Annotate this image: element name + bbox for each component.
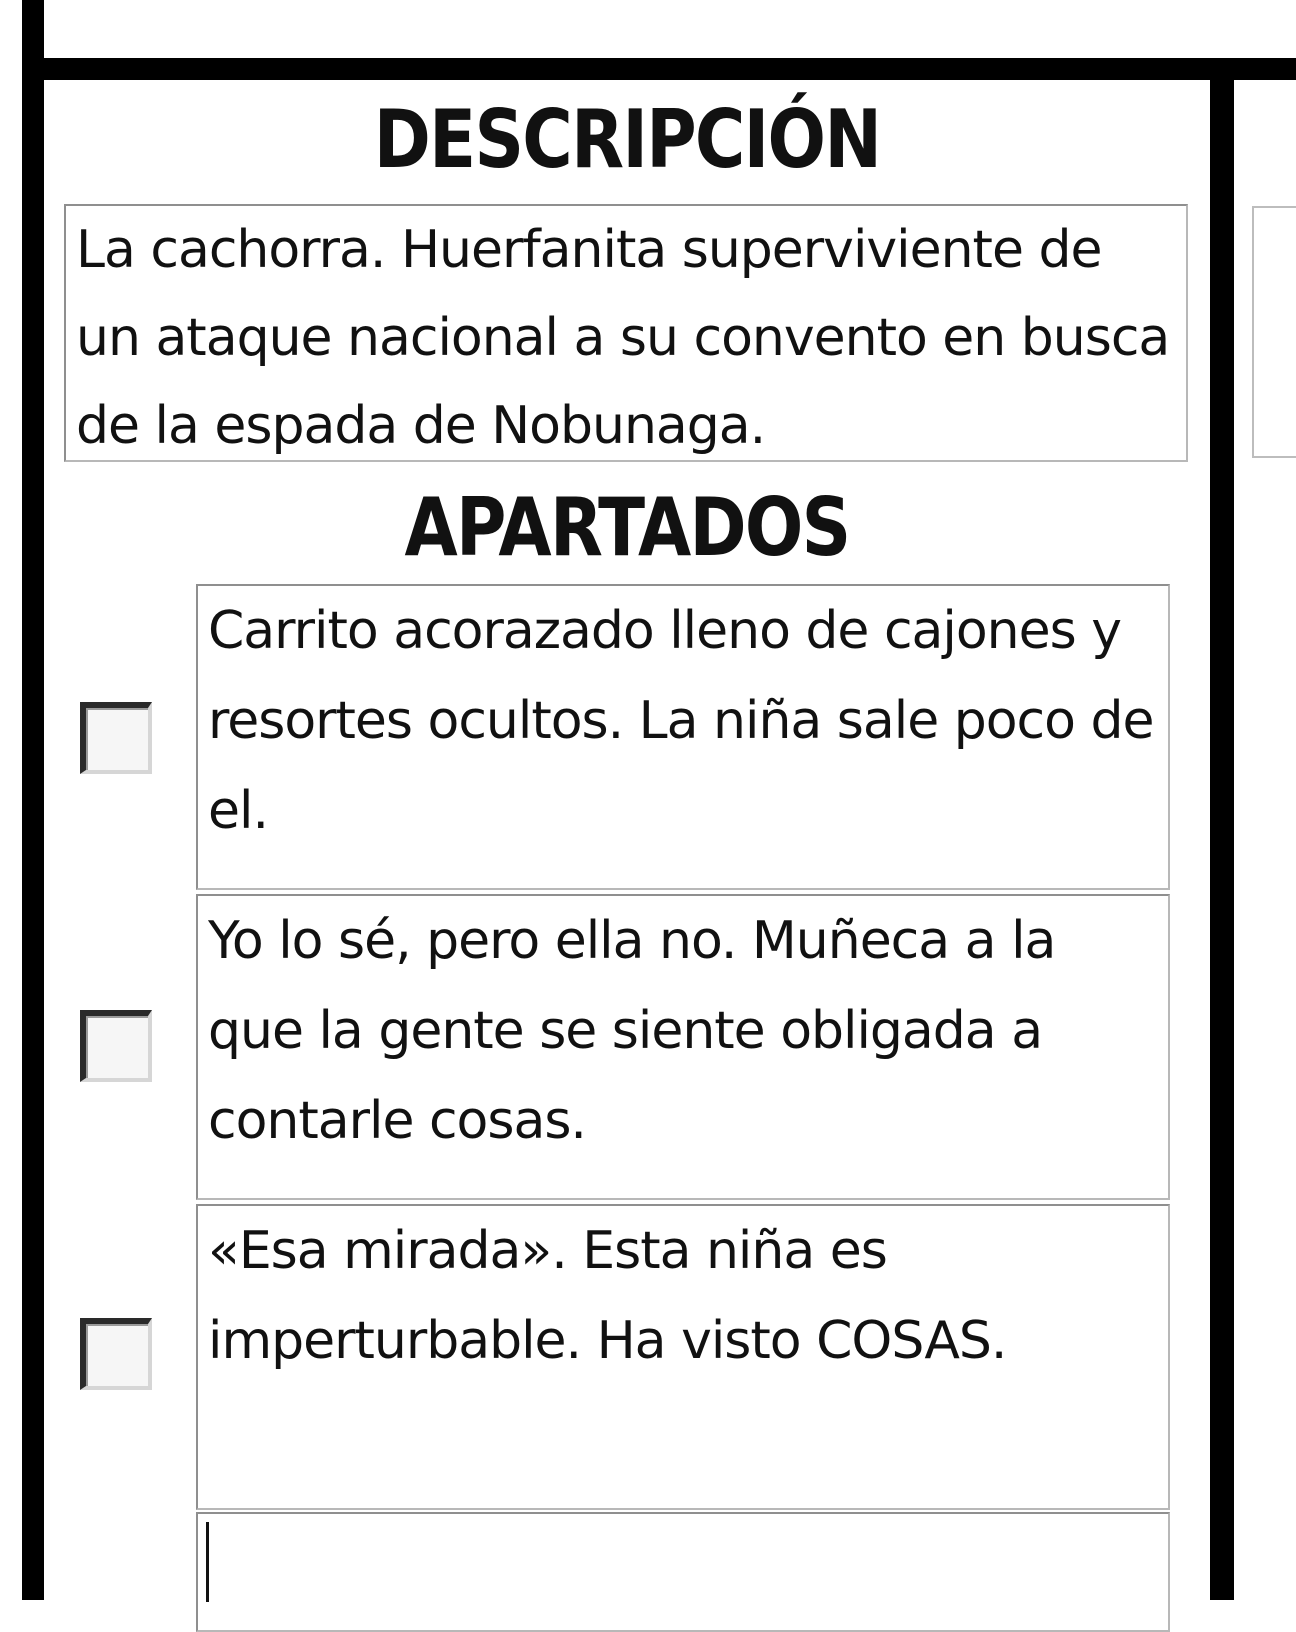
description-textbox[interactable]: La cachorra. Huerfanita superviviente de un ataque nacional a su convento en busca de la espada de Nobunaga. — [64, 204, 1188, 462]
apartado-textbox-3[interactable]: «Esa mirada». Esta niña es imperturbable. Ha visto COSAS. — [196, 1204, 1170, 1510]
apartado-checkbox-3[interactable] — [80, 1318, 152, 1390]
frame-column-divider — [1210, 58, 1234, 1600]
text-cursor — [206, 1522, 209, 1602]
apartado-textbox-1[interactable]: Carrito acorazado lleno de cajones y resortes ocultos. La niña sale poco de el. — [196, 584, 1170, 890]
frame-left-border — [22, 0, 44, 1600]
apartado-checkbox-2[interactable] — [80, 1010, 152, 1082]
frame-top-border — [22, 58, 1296, 80]
description-heading: DESCRIPCIÓN — [373, 93, 881, 186]
apartado-checkbox-1[interactable] — [80, 702, 152, 774]
apartado-textbox-4[interactable] — [196, 1512, 1170, 1632]
apartados-heading: APARTADOS — [404, 481, 850, 574]
next-column-textbox[interactable] — [1252, 206, 1296, 458]
apartado-textbox-2[interactable]: Yo lo sé, pero ella no. Muñeca a la que la gente se siente obligada a contarle cosas. — [196, 894, 1170, 1200]
